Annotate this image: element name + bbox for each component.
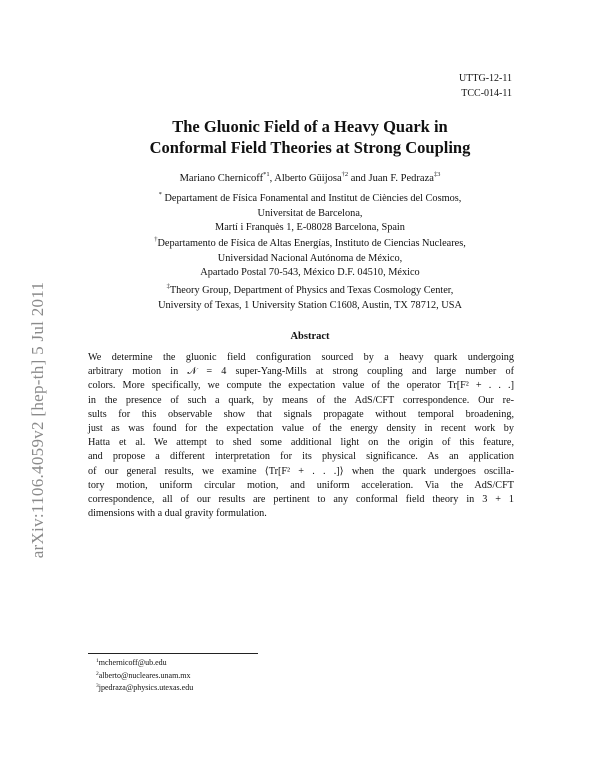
affiliation-line: Martí i Franquès 1, E-08028 Barcelona, Spain: [215, 222, 405, 233]
author-name: Alberto Güijosa: [274, 173, 342, 184]
author-list: [100, 172, 520, 186]
abstract-line: correspondence, all of our results are pertinent to any conformal field theory in 3 + 1: [88, 494, 514, 506]
abstract-line: colors. More specifically, we compute the expectation value of the operator Tr[F² + . . .]: [88, 380, 514, 392]
abstract-line: dimensions with a dual gravity formulation.: [88, 508, 267, 520]
arxiv-identifier-text: arXiv:1106.4059v2 [hep-th] 5 Jul 2011: [28, 281, 47, 559]
abstract-body: [88, 351, 514, 521]
affiliation-line: Apartado Postal 70-543, México D.F. 04510, México: [200, 267, 420, 278]
footnote-email-link[interactable]: jpedraza@physics.utexas.edu: [98, 683, 194, 692]
abstract-line: tory motion, uniform circular motion, and uniform acceleration. Via the AdS/CFT: [88, 479, 514, 491]
footnote: [96, 670, 193, 683]
author-mark: *1: [263, 171, 270, 178]
footnote-mark: 3: [96, 683, 99, 689]
affiliation-mark: ‡: [166, 283, 170, 290]
abstract-line: and propose a different interpretation for its physical significance. As an application: [88, 451, 514, 463]
paper-title-line: Conformal Field Theories at Strong Coupling: [149, 138, 471, 157]
affiliation: [100, 284, 520, 313]
affiliation-line: Theory Group, Department of Physics and Texas Cosmology Center,: [169, 285, 454, 296]
affiliation-line: Departamento de Física de Altas Energías, Instituto de Ciencias Nucleares,: [157, 238, 466, 249]
abstract-line: sults for this observable show that signals propagate without temporal broadening,: [88, 408, 514, 420]
footnote: [96, 682, 193, 695]
affiliation-mark: †: [154, 236, 158, 243]
author-separator: ,: [269, 173, 275, 184]
paper-title: [100, 116, 520, 158]
affiliation-line: Universidad Nacional Autónoma de México,: [217, 252, 403, 264]
footnote-mark: 2: [96, 670, 99, 677]
author-mark: ‡3: [433, 171, 441, 178]
affiliation: [100, 237, 520, 281]
footnote-email-link[interactable]: alberto@nucleares.unam.mx: [98, 670, 191, 680]
author-separator: and: [348, 173, 369, 184]
abstract-line: We determine the gluonic field configuration sourced by a heavy quark undergoing: [88, 352, 514, 363]
author-name: Mariano Chernicoff: [179, 173, 264, 184]
report-number: UTTG-12-11: [459, 73, 512, 84]
affiliation: [100, 192, 520, 236]
abstract-line: Hatta et al. We attempt to shed some additional light on the origin of this feature,: [88, 437, 514, 449]
footnote-mark: 1: [96, 658, 99, 664]
affiliation-mark: *: [158, 191, 162, 198]
abstract-line: in the presence of such a quark, by means of the AdS/CFT correspondence. Our re-: [88, 394, 514, 406]
affiliation-line: University of Texas, 1 University Station C1608, Austin, TX 78712, USA: [158, 299, 462, 311]
footnote: [96, 657, 193, 670]
affiliation-line: Departament de Física Fonamental and Institut de Ciències del Cosmos,: [164, 193, 462, 204]
abstract-line: of our general results, we examine ⟨Tr[F² + . . .]⟩ when the quark undergoes oscilla-: [88, 465, 514, 477]
footnote-email-link[interactable]: mchernicoff@ub.edu: [98, 658, 167, 667]
footnotes: [96, 657, 193, 695]
author-mark: †2: [341, 171, 349, 178]
paper-title-line: The Gluonic Field of a Heavy Quark in: [172, 117, 448, 136]
report-number: TCC-014-11: [461, 88, 512, 99]
abstract-line: just as was found for the expectation value of the energy density in recent work by: [88, 423, 514, 435]
abstract-heading: Abstract: [290, 331, 330, 342]
arxiv-identifier: [28, 210, 48, 630]
author-name: Juan F. Pedraza: [368, 173, 434, 184]
affiliation-line: Universitat de Barcelona,: [257, 207, 363, 219]
abstract-line: arbitrary motion in 𝒩 = 4 super-Yang-Mills at strong coupling and large number of: [88, 366, 514, 378]
footnote-rule: [88, 653, 258, 654]
report-numbers: [459, 71, 512, 101]
